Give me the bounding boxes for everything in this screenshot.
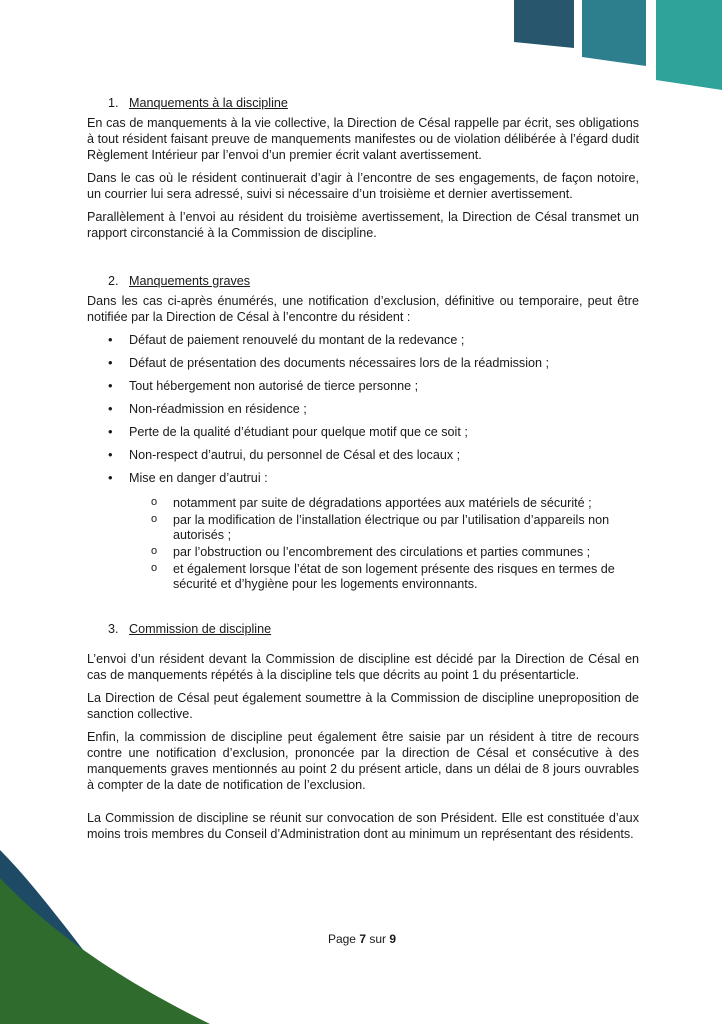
list-item: • Tout hébergement non autorisé de tierce personne ; xyxy=(87,378,639,394)
section-heading-3 xyxy=(108,621,639,637)
sub-bullet-list xyxy=(129,496,639,592)
paragraph: La Commission de discipline se réunit sur convocation de son Président. Elle est constituée d’aux moins trois membres du Conseil d’Administration dont au minimum un représentant des résidents. xyxy=(87,811,639,841)
paragraph: La Direction de Césal peut également soumettre à la Commission de discipline uneproposition de sanction collective. xyxy=(87,691,639,721)
page-separator: sur xyxy=(369,932,387,946)
paragraph: L’envoi d’un résident devant la Commission de discipline est décidé par la Direction de Césal en cas de manquements répétés à la discipline tels que décrits au point 1 du présentarticle. xyxy=(87,652,639,682)
sub-list-item: o par l’obstruction ou l’encombrement des circulations et parties communes ; xyxy=(129,545,639,560)
list-item: • Défaut de paiement renouvelé du montant de la redevance ; xyxy=(87,332,639,348)
section-number: 2. xyxy=(108,274,119,288)
list-item: • Non-réadmission en résidence ; xyxy=(87,401,639,417)
list-item: • Défaut de présentation des documents nécessaires lors de la réadmission ; xyxy=(87,355,639,371)
section-number: 3. xyxy=(108,622,119,636)
section-number: 1. xyxy=(108,96,119,110)
page-label: Page xyxy=(327,932,356,946)
document-body xyxy=(87,95,639,849)
list-item-label: Mise en danger d’autrui : xyxy=(129,471,268,485)
paragraph: En cas de manquements à la vie collective, la Direction de Césal rappelle par écrit, ses obligations à tout résident faisant preuve de manquements manifestes ou de violation délibérée à l’égard dudit Règlement Intérieur par l’envoi d’un premier écrit valant avertissement. xyxy=(87,116,639,162)
page-footer xyxy=(0,932,724,946)
page-current: 7 xyxy=(359,932,366,946)
page-total: 9 xyxy=(389,932,397,946)
paragraph: Dans le cas où le résident continuerait d’agir à l’encontre de ses engagements, de façon notoire, un courrier lui sera adressé, suivi si nécessaire d’un troisième et dernier avertissement. xyxy=(87,171,639,201)
sub-list-item: o notamment par suite de dégradations apportées aux matériels de sécurité ; xyxy=(129,496,639,511)
header-decoration xyxy=(500,0,724,95)
section-title: Commission de discipline xyxy=(129,622,272,636)
sub-list-item: o par la modification de l’installation électrique ou par l’utilisation d’appareils non autorisés ; xyxy=(129,513,639,543)
sub-list-item: o et également lorsque l’état de son logement présente des risques en termes de sécurité et d’hygiène pour les logements environnants. xyxy=(129,562,639,592)
deco-bar-light xyxy=(656,0,722,90)
section-title: Manquements graves xyxy=(129,274,251,288)
section-heading-2 xyxy=(108,273,639,289)
section-title: Manquements à la discipline xyxy=(129,96,288,110)
list-item: • Non-respect d’autrui, du personnel de Césal et des locaux ; xyxy=(87,447,639,463)
bullet-list xyxy=(87,332,639,592)
paragraph: Parallèlement à l’envoi au résident du troisième avertissement, la Direction de Césal transmet un rapport circonstancié à la Commission de discipline. xyxy=(87,210,639,240)
deco-bar-mid xyxy=(582,0,646,66)
deco-bar-dark xyxy=(514,0,574,48)
section-heading-1 xyxy=(108,95,639,111)
paragraph: Enfin, la commission de discipline peut également être saisie par un résident à titre de recours contre une notification d’exclusion, prononcée par la direction de Césal et consécutive à des manquements graves mentionnés au point 2 du présent article, dans un délai de 8 jours ouvrables à compter de la date de notification de l’exclusion. xyxy=(87,730,639,792)
list-item-danger xyxy=(87,470,639,592)
paragraph: Dans les cas ci-après énumérés, une notification d’exclusion, définitive ou temporaire, peut être notifiée par la Direction de Césal à l’encontre du résident : xyxy=(87,294,639,324)
list-item: • Perte de la qualité d’étudiant pour quelque motif que ce soit ; xyxy=(87,424,639,440)
